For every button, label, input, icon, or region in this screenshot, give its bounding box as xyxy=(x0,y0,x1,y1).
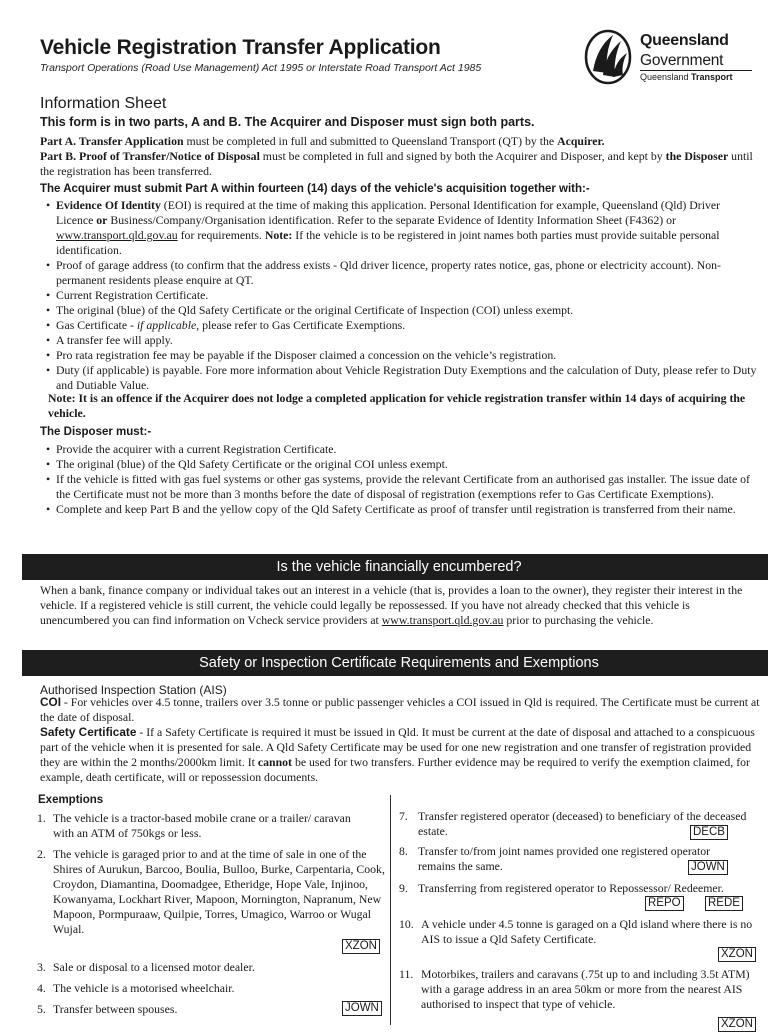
encumbered-section-band: Is the vehicle financially encumbered? xyxy=(22,554,768,580)
exemption-code-badge: REDE xyxy=(705,896,743,911)
list-item: 3. Sale or disposal to a licensed motor dealer. xyxy=(37,960,255,974)
info-sheet-title: Information Sheet xyxy=(40,95,167,112)
safety-certificate-text: Safety Certificate - If a Safety Certificate is required it must be issued in Qld. It must be current at the date of disposal and attached to a conspicuous part of the vehicle when it is presented for sale. A Qld Safety Certificate may be used for one new registration and one transfer of registration provided they are within the 2 months/2000km limit. It cannot be used for two transfers. Further evidence may be required to verify the exemption claimed, for example, death certificate, will or repossession documents. xyxy=(40,725,755,784)
legislation-subtitle: Transport Operations (Road Use Management) Act 1995 or Interstate Road Transport Act 1985 xyxy=(40,62,482,74)
info-sheet-subtitle: This form is in two parts, A and B. The Acquirer and Disposer must sign both parts. xyxy=(40,115,535,129)
list-item: • Current Registration Certificate. xyxy=(46,288,209,302)
exemption-code-badge: XZON xyxy=(718,947,756,962)
list-item: 11. Motorbikes, trailers and caravans (.75t up to and including 3.5t ATM) with a garage address in an area 50km or more from the nearest AIS authorised to inspect that type of vehicle. xyxy=(399,967,750,1011)
queensland-crest-icon xyxy=(583,27,633,85)
list-item: 5. Transfer between spouses. xyxy=(37,1002,178,1016)
exemption-code-badge: DECB xyxy=(690,825,728,840)
safety-section-band: Safety or Inspection Certificate Requirements and Exemptions xyxy=(22,650,768,676)
disposer-heading: The Disposer must:- xyxy=(40,426,152,438)
encumbered-text: When a bank, finance company or individual takes out an interest in a vehicle (that is, provides a loan to the owner), they register their interest in the vehicle. If a registered vehicle is still current, the vehicle could legally be repossessed. If you have not already checked that this vehicle is unencumbered you can find information on Vcheck service providers at www.transport.qld.gov.au prior to purchasing the vehicle. xyxy=(40,583,743,627)
logo-rule xyxy=(640,70,752,71)
queensland-government-logo xyxy=(583,27,753,87)
list-item: • Proof of garage address (to confirm that the address exists - Qld driver licence, property rates notice, gas, phone or electricity account). Non-permanent residents please enquire at QT. xyxy=(46,258,721,287)
disposer-list xyxy=(46,442,760,517)
list-item: 1. The vehicle is a tractor-based mobile crane or a trailer/ caravan with an ATM of 750kgs or less. xyxy=(37,811,351,840)
logo-line-queensland: Queensland xyxy=(640,32,729,49)
list-item: • Pro rata registration fee may be payable if the Disposer claimed a concession on the vehicle’s registration. xyxy=(46,348,557,362)
parts-description: Part A. Transfer Application must be completed in full and submitted to Queensland Transport (QT) by the Acquirer. Part B. Proof of Transfer/Notice of Disposal must be completed in full and signed by both the Acquirer and Disposer, and kept by the Disposer until the registration has been transferred. xyxy=(40,134,753,178)
transport-link[interactable]: www.transport.qld.gov.au xyxy=(56,228,178,242)
list-item: 4. The vehicle is a motorised wheelchair. xyxy=(37,981,235,995)
logo-line-government: Government xyxy=(640,52,724,69)
list-item: • Provide the acquirer with a current Registration Certificate. xyxy=(46,442,337,456)
list-item: • If the vehicle is fitted with gas fuel systems or other gas systems, provide the relevant Certificate from an authorised gas installer. The issue date of the Certificate must not be more than 3 months before the date of disposal of registration (exemptions refer to Gas Certificate Exemptions). xyxy=(46,472,750,501)
acquirer-list xyxy=(46,198,760,393)
list-item: 7. Transfer registered operator (deceased) to beneficiary of the deceased estate. xyxy=(399,809,747,838)
transport-link[interactable]: www.transport.qld.gov.au xyxy=(381,613,504,627)
list-item: 8. Transfer to/from joint names provided one registered operator remains the same. xyxy=(399,844,711,873)
list-item: • Complete and keep Part B and the yellow copy of the Qld Safety Certificate as proof of transfer until registration is transferred from their name. xyxy=(46,502,736,516)
exemption-code-badge: XZON xyxy=(718,1017,756,1032)
list-item: • Gas Certificate - if applicable, please refer to Gas Certificate Exemptions. xyxy=(46,318,406,332)
column-divider xyxy=(390,795,391,1025)
list-item: 10. A vehicle under 4.5 tonne is garaged on a Qld island where there is no AIS to issue a Qld Safety Certificate. xyxy=(399,917,753,946)
acquirer-offence-note: Note: It is an offence if the Acquirer does not lodge a completed application for vehicle registration transfer within 14 days of acquiring the vehicle. xyxy=(48,391,746,420)
coi-text: COI - For vehicles over 4.5 tonne, trailers over 3.5 tonne or public passenger vehicles a COI issued in Qld is required. The Certificate must be current at the date of disposal. xyxy=(40,695,760,724)
list-item: • Duty (if applicable) is payable. Fore more information about Vehicle Registration Duty Exemptions and the calculation of Duty, please refer to Duty and Dutiable Value. xyxy=(46,363,757,392)
list-item: • The original (blue) of the Qld Safety Certificate or the original COI unless exempt. xyxy=(46,457,448,471)
logo-line-department: Queensland Transport xyxy=(640,72,733,82)
list-item: • Evidence Of Identity (EOI) is required at the time of making this application. Personal Identification for example, Queensland (Qld) Driver Licence or Business/Company/Organisation identification. Refer to the separate Evidence of Identity Information Sheet (F4362) or www.transport.qld.gov.au for requirements. Note: If the vehicle is to be registered in joint names both parties must provide suitable personal identification. xyxy=(46,198,721,257)
page-title: Vehicle Registration Transfer Application xyxy=(40,36,441,59)
acquirer-heading: The Acquirer must submit Part A within fourteen (14) days of the vehicle's acquisition together with:- xyxy=(40,183,590,195)
exemption-code-badge: JOWN xyxy=(688,860,728,875)
list-item: 2. The vehicle is garaged prior to and at the time of sale in one of the Shires of Aurukun, Barcoo, Boulia, Bulloo, Burke, Carpentaria, Cook, Croydon, Diamantina, Doomadgee, Etheridge, Hope Vale, Injinoo, Kowanyama, Lockhart River, Mapoon, Mornington, Napranum, New Mapoon, Pormpuraaw, Quilpie, Torres, Umagico, Warroo or Wugal Wujal. xyxy=(37,847,385,936)
list-item: • The original (blue) of the Qld Safety Certificate or the original Certificate of Inspection (COI) unless exempt. xyxy=(46,303,574,317)
list-item: 9. Transferring from registered operator to Repossessor/ Redeemer. xyxy=(399,881,724,895)
exemption-code-badge: JOWN xyxy=(342,1001,382,1016)
exemption-code-badge: REPO xyxy=(645,896,684,911)
exemption-code-badge: XZON xyxy=(342,939,380,954)
list-item: • A transfer fee will apply. xyxy=(46,333,173,347)
ais-heading: Authorised Inspection Station (AIS) xyxy=(40,683,227,697)
exemptions-heading: Exemptions xyxy=(38,794,104,806)
